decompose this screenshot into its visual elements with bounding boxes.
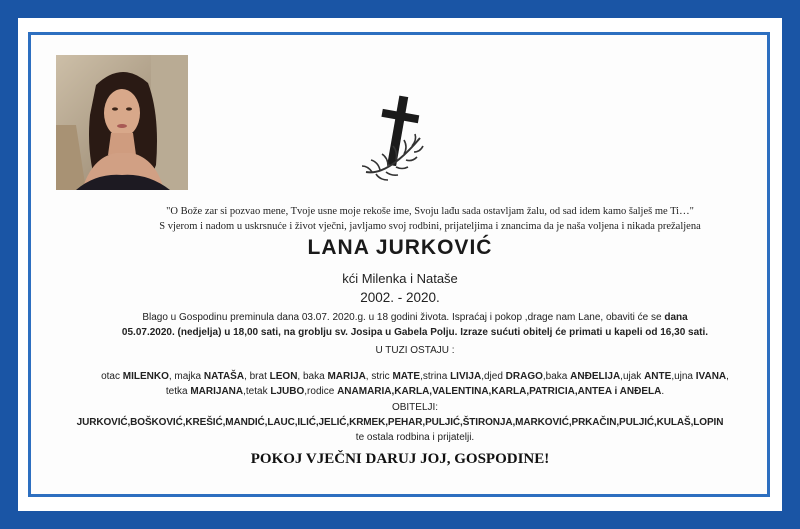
- u-tuzi-heading: U TUZI OSTAJU :: [375, 345, 455, 356]
- mourner-pre: ,strina: [420, 371, 451, 382]
- mourner-pre: ,djed: [481, 371, 506, 382]
- mourner-pre: ,rodice: [304, 385, 338, 397]
- quote-line-1: "O Bože zar si pozvao mene, Tvoje usne moje rekoše ime, Svoju lađu sada ostavljam žalu, od sad idem kamo šalješ me Ti…": [166, 206, 694, 217]
- mourner-pre: , tetka: [165, 371, 729, 397]
- mourners-list: [90, 370, 740, 399]
- mourner-pre: ,ujak: [620, 371, 645, 382]
- mourners-end: .: [661, 385, 665, 397]
- mourner-pre: , stric: [365, 371, 393, 382]
- parents-line: kći Milenka i Nataše: [342, 271, 458, 286]
- mourner-pre: ,tetak: [243, 385, 271, 397]
- mourner-name: ANTE: [644, 371, 672, 382]
- mourner-name: DRAGO: [505, 371, 543, 382]
- mourner-pre: , baka: [297, 371, 328, 382]
- mourner-name: MARIJA: [327, 371, 366, 382]
- mourner-name: LEON: [269, 371, 298, 382]
- portrait-photo: [56, 55, 188, 190]
- mourner-pre: ,ujna: [671, 371, 696, 382]
- others-line: te ostala rodbina i prijatelji.: [355, 432, 475, 443]
- mourner-name: ANAMARIA,KARLA,VALENTINA,KARLA,PATRICIA,ANTEA i ANĐELA: [337, 385, 662, 397]
- closing-prayer: POKOJ VJEČNI DARUJ JOJ, GOSPODINE!: [250, 451, 550, 467]
- mourner-name: LIVIJA: [450, 371, 482, 382]
- mourner-pre: , brat: [244, 371, 270, 382]
- quote-text: [140, 204, 720, 234]
- mourner-pre: , majka: [168, 371, 204, 382]
- obitelji-heading: OBITELJI:: [391, 402, 439, 413]
- notice-line-1-bold: dana: [664, 312, 688, 323]
- mourner-name: MATE: [392, 371, 421, 382]
- notice-text: [90, 311, 740, 340]
- mourner-name: IVANA: [695, 371, 727, 382]
- notice-line-2: 05.07.2020. (nedjelja) u 18,00 sati, na groblju sv. Josipa u Gabela Polju. Izraze sućuti obitelj će primati u kapeli od 16,30 sati.: [121, 326, 709, 338]
- life-years: 2002. - 2020.: [360, 290, 440, 305]
- families-list: JURKOVIĆ,BOŠKOVIĆ,KREŠIĆ,MANDIĆ,LAUC,ILIĆ,JELIĆ,KRMEK,PEHAR,PULJIĆ,ŠTIRONJA,MARKOVIĆ,PRKAČIN,PULJIĆ,KULAŠ,LOPIN: [76, 417, 724, 428]
- mourner-name: LJUBO: [270, 385, 305, 397]
- deceased-name: LANA JURKOVIĆ: [307, 236, 493, 259]
- notice-line-1: Blago u Gospodinu preminula dana 03.07. 2020.g. u 18 godini života. Ispraćaj i pokop ,drage nam Lane, obaviti će se: [142, 312, 665, 323]
- quote-line-2: S vjerom i nadom u uskrsnuće i život vječni, javljamo svoj rodbini, prijateljima i znancima da je naša voljena i nikada prežaljena: [159, 221, 701, 232]
- mourner-name: ANĐELIJA: [570, 371, 621, 382]
- mourner-pre: otac: [101, 371, 123, 382]
- mourner-name: NATAŠA: [203, 371, 245, 382]
- mourner-name: MILENKO: [122, 371, 169, 382]
- cross-with-palm-icon: [358, 90, 438, 186]
- mourner-name: MARIJANA: [190, 385, 244, 397]
- mourner-pre: ,baka: [542, 371, 571, 382]
